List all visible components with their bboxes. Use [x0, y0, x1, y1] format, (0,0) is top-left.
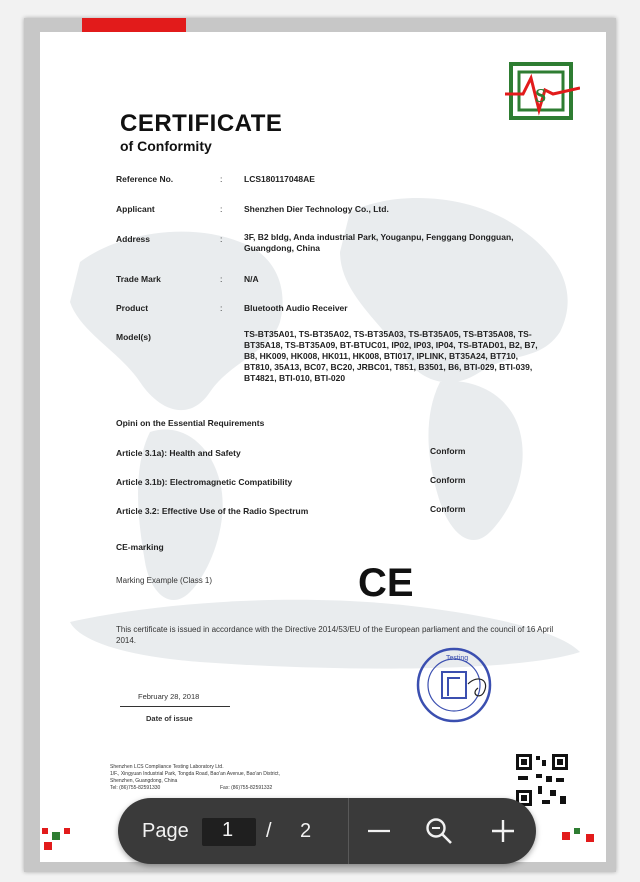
- article-3-1b-value: Conform: [430, 475, 466, 485]
- red-accent-bar: [82, 18, 186, 32]
- date-underline: [120, 706, 230, 707]
- svg-text:S: S: [535, 85, 547, 107]
- opinion-heading: Opini on the Essential Requirements: [116, 418, 265, 428]
- colon: :: [220, 303, 223, 313]
- models-value: TS-BT35A01, TS-BT35A02, TS-BT35A03, TS-BT35A05, TS-BT35A08, TS-BT35A18, TS-BT35A09, BT-BTUC01, IP02, IP03, IP04, TS-BTAD01, B2, B7, B8, HK009, HK008, HK011, HK008, BTI017, IPLINK, BT35A24, BT710, BT810, 35A13, BC07, BC20, JRBC01, T851, B3501, B6, BTI-029, BTI-039, BT4821, BTI-010, BTI-020: [244, 329, 538, 383]
- product-value: Bluetooth Audio Receiver: [244, 303, 348, 313]
- trademark-value: N/A: [244, 274, 259, 284]
- address-label: Address: [116, 234, 151, 244]
- certificate-subtitle: of Conformity: [120, 138, 212, 154]
- directive-statement: This certificate is issued in accordance with the Directive 2014/53/EU of the European parliament and the council of 16 April 2014.: [116, 625, 554, 645]
- zoom-in-icon[interactable]: [488, 816, 518, 846]
- models-label: Model(s): [116, 332, 151, 342]
- pdf-toolbar: [118, 798, 536, 864]
- colon: :: [220, 174, 223, 184]
- reference-label: Reference No.: [116, 174, 174, 184]
- zoom-out-icon[interactable]: [364, 816, 394, 846]
- marking-example-label: Marking Example (Class 1): [116, 576, 213, 585]
- article-3-2-value: Conform: [430, 504, 466, 514]
- toolbar-divider: [348, 798, 349, 864]
- applicant-label: Applicant: [116, 204, 155, 214]
- stamp-text: Testing: [446, 655, 469, 662]
- colon: :: [220, 274, 223, 284]
- ce-symbol-text: CE: [358, 562, 414, 602]
- lab-line-2: 1/F., Xingyuan Industrial Park, Tongda Road, Bao'an Avenue, Bao'an District,: [110, 771, 280, 777]
- page-label: Page: [142, 820, 189, 842]
- corner-decoration: [560, 828, 600, 858]
- article-3-1a-value: Conform: [430, 446, 466, 456]
- applicant-value: Shenzhen Dier Technology Co., Ltd.: [244, 204, 389, 214]
- ce-mark-icon: [358, 562, 420, 602]
- page-number-input[interactable]: [202, 818, 256, 846]
- lcs-logo: [505, 60, 580, 122]
- official-stamp-icon: [412, 644, 502, 726]
- article-3-2-label: Article 3.2: Effective Use of the Radio Spectrum: [116, 506, 309, 516]
- address-value: 3F, B2 bldg, Anda industrial Park, Youganpu, Fenggang Dongguan, Guangdong, China: [244, 232, 514, 253]
- article-3-1a-label: Article 3.1a): Health and Safety: [116, 448, 241, 458]
- total-pages: 2: [300, 820, 312, 842]
- page-separator: /: [266, 820, 272, 842]
- zoom-reset-icon[interactable]: [424, 816, 454, 846]
- reference-value: LCS180117048AE: [244, 174, 315, 184]
- colon: :: [220, 234, 223, 244]
- corner-decoration: [40, 828, 80, 858]
- certificate-title: CERTIFICATE: [120, 110, 283, 137]
- article-3-1b-label: Article 3.1b): Electromagnetic Compatibility: [116, 477, 293, 487]
- lab-fax: Fax: (86)755-82591332: [220, 785, 273, 791]
- product-label: Product: [116, 303, 149, 313]
- date-of-issue-label: Date of issue: [146, 714, 193, 723]
- qr-code-icon: [514, 752, 570, 808]
- trademark-label: Trade Mark: [116, 274, 161, 284]
- colon: :: [220, 204, 223, 214]
- lab-line-1: Shenzhen LCS Compliance Testing Laboratory Ltd.: [110, 764, 224, 770]
- lab-line-3: Shenzhen, Guangdong, China: [110, 778, 178, 784]
- lab-line-4: Tel: (86)755-82591330: [110, 785, 161, 791]
- world-map-watermark: [40, 32, 606, 862]
- certificate-page: [40, 32, 606, 862]
- ce-marking-heading: CE-marking: [116, 542, 164, 552]
- issue-date: February 28, 2018: [138, 692, 200, 701]
- current-page: 1: [222, 819, 234, 841]
